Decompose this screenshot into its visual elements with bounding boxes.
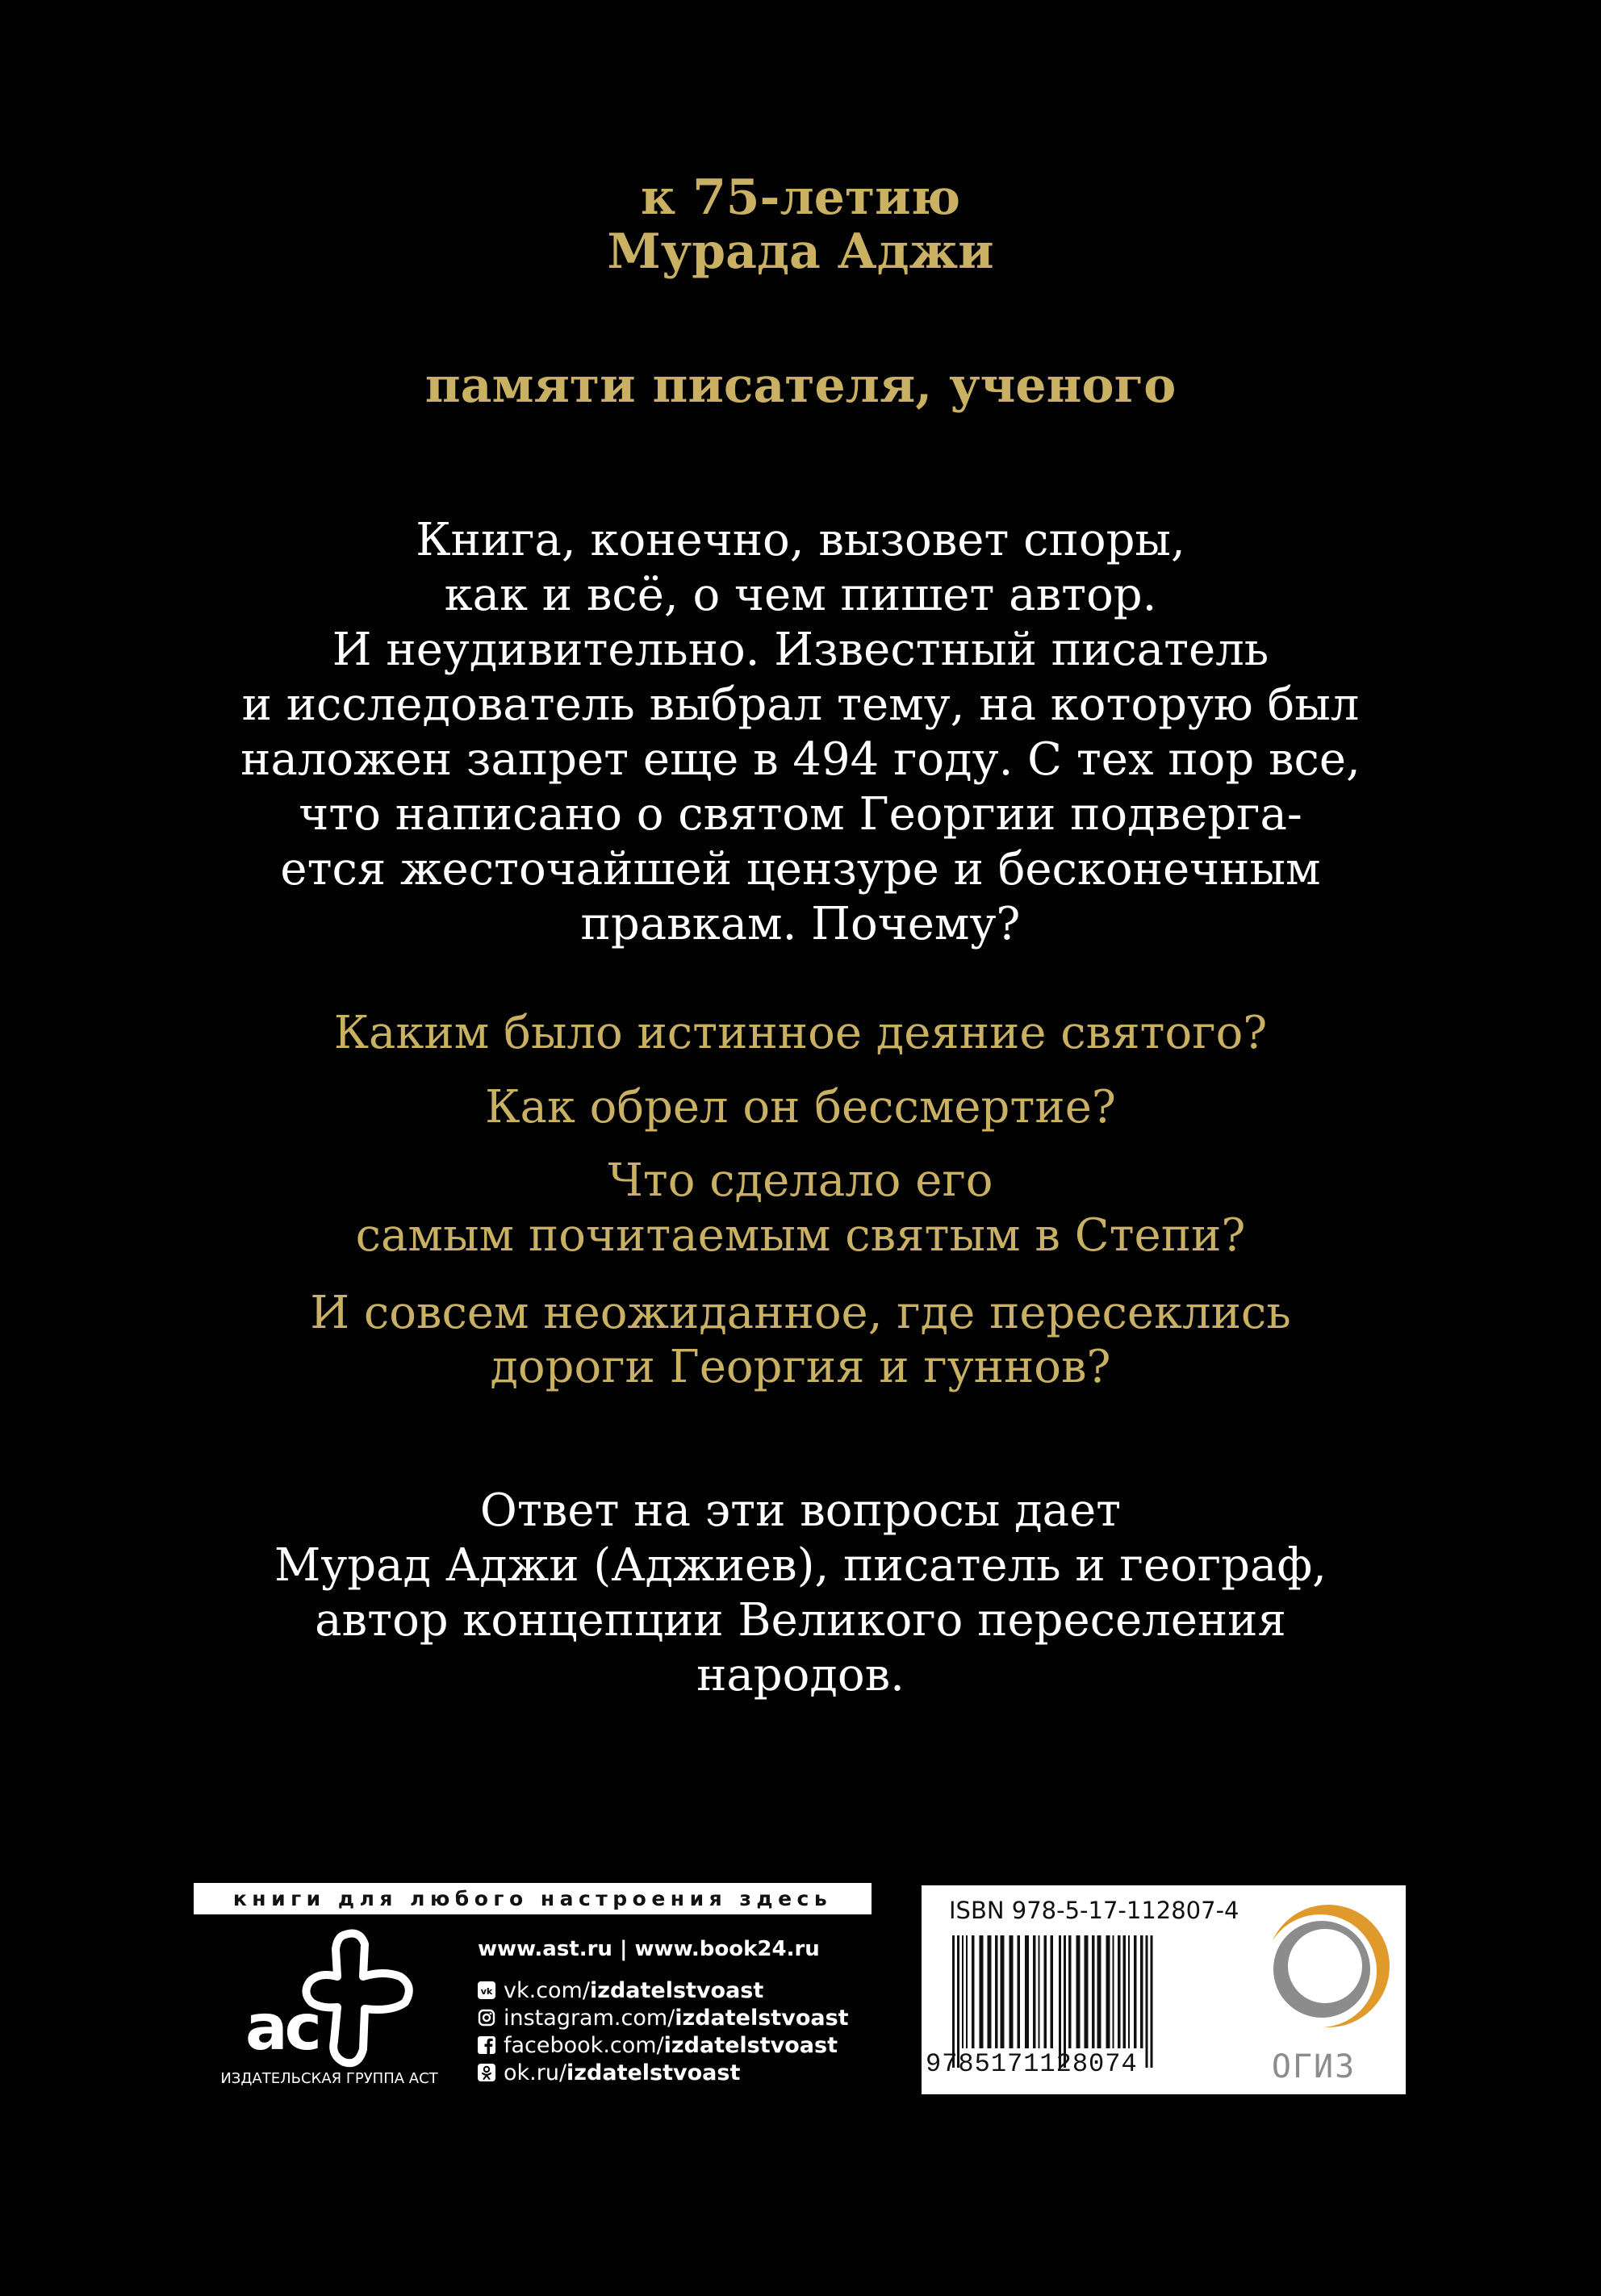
paragraph1-line: наложен запрет еще в 494 году. С тех пор все, bbox=[240, 733, 1361, 786]
barcode-bar bbox=[1146, 1935, 1148, 2068]
website-links[interactable]: www.ast.ru | www.book24.ru bbox=[478, 1937, 820, 1961]
barcode-bar bbox=[1018, 1935, 1021, 2048]
paragraph1-line: и исследователь выбрал тему, на которую был bbox=[241, 678, 1360, 731]
paragraph1-line: И неудивительно. Известный писатель bbox=[332, 624, 1269, 676]
social-link-odnoklassniki[interactable] bbox=[478, 2059, 740, 2086]
paragraph1-line: Книга, конечно, вызовет споры, bbox=[416, 514, 1185, 566]
barcode-bar bbox=[988, 1935, 992, 2048]
barcode-bar bbox=[1106, 1935, 1110, 2048]
barcode-bar bbox=[1151, 1935, 1153, 2068]
paragraph2-line: Ответ на эти вопросы дает bbox=[479, 1484, 1122, 1537]
barcode-bar bbox=[1051, 1935, 1054, 2048]
social-link-instagram[interactable] bbox=[478, 2004, 849, 2031]
dedication-line: к 75-летию bbox=[640, 169, 961, 226]
paragraph1-line: что написано о святом Георгии подверга- bbox=[299, 788, 1302, 841]
question-line: Что сделало его bbox=[608, 1154, 993, 1207]
vk-icon bbox=[478, 1981, 495, 1999]
publisher-name: ИЗДАТЕЛЬСКАЯ ГРУППА АСТ bbox=[220, 2070, 438, 2087]
memorial-line: памяти писателя, ученого bbox=[424, 357, 1177, 414]
odnoklassniki-icon bbox=[478, 2064, 495, 2081]
barcode-bar bbox=[1097, 1935, 1101, 2048]
social-handle: izdatelstvoast bbox=[675, 2005, 849, 2031]
barcode-bar bbox=[1033, 1935, 1036, 2048]
social-handle: izdatelstvoast bbox=[663, 2032, 838, 2058]
barcode-bar bbox=[1113, 1935, 1114, 2048]
barcode-bar bbox=[1044, 1935, 1047, 2048]
social-handle: izdatelstvoast bbox=[566, 2060, 741, 2085]
barcode-bar bbox=[1059, 1935, 1061, 2068]
barcode bbox=[949, 1935, 1264, 2068]
svg-text:vk: vk bbox=[480, 1986, 493, 1997]
question-line: Как обрел он бессмертие? bbox=[485, 1081, 1116, 1133]
barcode-bar bbox=[972, 1935, 975, 2048]
paragraph1-line: правкам. Почему? bbox=[580, 898, 1021, 950]
barcode-bar bbox=[1118, 1935, 1121, 2048]
barcode-bar bbox=[1025, 1935, 1029, 2048]
paragraph1-line: как и всё, о чем пишет автор. bbox=[444, 569, 1157, 621]
barcode-bar bbox=[1085, 1935, 1089, 2048]
barcode-bar bbox=[1076, 1935, 1081, 2048]
paragraph2-line: народов. bbox=[696, 1649, 905, 1701]
facebook-icon bbox=[478, 2036, 495, 2054]
question-line: дороги Георгия и гуннов? bbox=[490, 1341, 1111, 1393]
barcode-bar bbox=[1001, 1935, 1005, 2048]
isbn-box bbox=[922, 1885, 1406, 2094]
barcode-bar bbox=[995, 1935, 998, 2048]
barcode-bar bbox=[1064, 1935, 1066, 2068]
svg-text:ОГИЗ: ОГИЗ bbox=[1271, 2048, 1356, 2085]
author-name: Мурада Аджи bbox=[607, 223, 994, 280]
social-prefix: vk.com/ bbox=[504, 1977, 590, 2003]
barcode-bar bbox=[1039, 1935, 1040, 2048]
paragraph2-line: автор концепции Великого переселения bbox=[315, 1594, 1286, 1647]
instagram-icon bbox=[478, 2009, 495, 2027]
barcode-bar bbox=[1140, 1935, 1143, 2048]
barcode-bar bbox=[1010, 1935, 1014, 2048]
svg-text:ас: ас bbox=[245, 1992, 319, 2064]
barcode-bar bbox=[980, 1935, 984, 2048]
question-line: Каким было истинное деяние святого? bbox=[333, 1007, 1268, 1059]
barcode-bar bbox=[966, 1935, 968, 2048]
barcode-bar bbox=[1123, 1935, 1127, 2048]
tagline-strip: книги для любого настроения здесь bbox=[194, 1883, 872, 1914]
barcode-digits: 9785171128074 bbox=[926, 2049, 1138, 2079]
social-link-facebook[interactable] bbox=[478, 2031, 838, 2059]
barcode-bar bbox=[1134, 1935, 1137, 2048]
question-line: И совсем неожиданное, где пересеклись bbox=[310, 1287, 1291, 1339]
isbn-number: ISBN 978-5-17-112807-4 bbox=[949, 1897, 1239, 1924]
paragraph2-line: Мурад Аджи (Аджиев), писатель и географ, bbox=[274, 1539, 1327, 1592]
barcode-bar bbox=[1068, 1935, 1072, 2048]
social-handle: izdatelstvoast bbox=[589, 1977, 764, 2003]
barcode-bar bbox=[1092, 1935, 1095, 2048]
barcode-bar bbox=[957, 1935, 959, 2068]
social-prefix: facebook.com/ bbox=[504, 2032, 664, 2058]
barcode-bar bbox=[952, 1935, 955, 2068]
barcode-bar bbox=[1128, 1935, 1130, 2048]
ast-logo bbox=[242, 1928, 420, 2073]
social-prefix: instagram.com/ bbox=[504, 2005, 675, 2031]
paragraph1-line: ется жесточайшей цензуре и бесконечным bbox=[280, 843, 1321, 895]
social-prefix: ok.ru/ bbox=[504, 2060, 567, 2085]
question-line: самым почитаемым святым в Степи? bbox=[355, 1209, 1246, 1262]
social-link-vk[interactable] bbox=[478, 1977, 763, 2004]
barcode-bar bbox=[962, 1935, 964, 2048]
ogiz-logo bbox=[1257, 1895, 1399, 2089]
